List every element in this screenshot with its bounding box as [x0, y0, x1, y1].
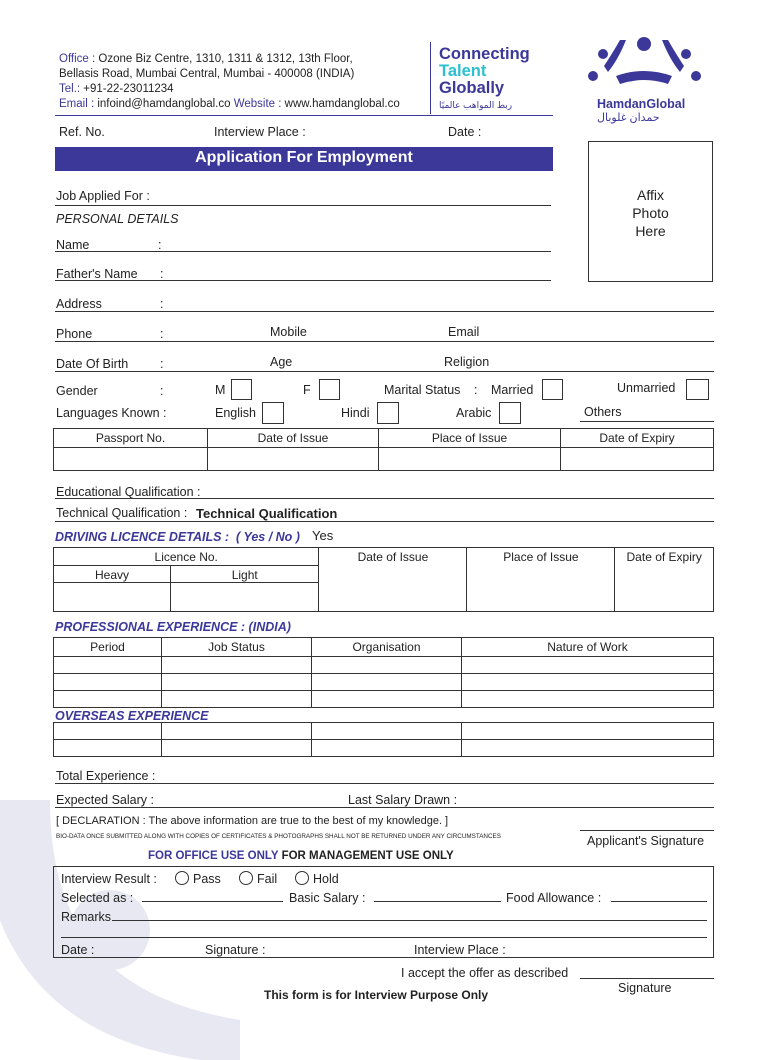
office-label: Office :: [59, 53, 96, 65]
date-label: Date :: [448, 125, 482, 139]
email-link[interactable]: infoind@hamdanglobal.co: [97, 98, 231, 110]
professional-experience-heading: PROFESSIONAL EXPERIENCE : (INDIA): [55, 620, 291, 634]
office-use-heading: FOR OFFICE USE ONLY FOR MANAGEMENT USE ONLY: [148, 850, 454, 862]
office-address: Office : Ozone Biz Centre, 1310, 1311 & 1312, 13th Floor, Bellasis Road, Mumbai Central, Mumbai - 400008 (INDIA) Tel.: +91-22-23011234 Email : infoind@hamdanglobal.co Website : www.hamdanglobal.co: [59, 53, 400, 110]
brand-arabic: حمدان غلوبال: [597, 112, 660, 124]
total-experience-label: Total Experience :: [56, 769, 156, 783]
photo-box[interactable]: Affix Photo Here: [588, 141, 713, 282]
expected-salary-label: Expected Salary :: [56, 793, 154, 807]
religion-label: Religion: [444, 355, 490, 369]
unmarried-checkbox[interactable]: [686, 379, 709, 400]
mobile-label: Mobile: [270, 325, 307, 339]
male-checkbox[interactable]: [231, 379, 252, 400]
phone-label: Phone: [56, 327, 93, 341]
header-underline: [55, 115, 553, 116]
marital-status-label: Marital Status: [384, 383, 461, 397]
food-allowance-label: Food Allowance :: [506, 891, 602, 905]
languages-label: Languages Known :: [56, 406, 167, 420]
acceptance-signature-line[interactable]: [580, 978, 714, 979]
age-label: Age: [270, 355, 293, 369]
remarks-label: Remarks: [61, 910, 112, 924]
tagline: Connecting Talent Globally ربط المواهب عالميًا: [439, 45, 530, 110]
address-line[interactable]: [55, 311, 714, 312]
ref-no-label: Ref. No.: [59, 125, 105, 139]
office-date-label: Date :: [61, 943, 95, 957]
female-checkbox[interactable]: [319, 379, 340, 400]
hamdan-global-logo-icon: [582, 32, 722, 102]
phone-line[interactable]: [55, 341, 714, 342]
footer-note: This form is for Interview Purpose Only: [264, 988, 489, 1002]
office-signature-label: Signature :: [205, 943, 266, 957]
accept-offer-text: I accept the offer as described: [401, 966, 569, 980]
brand-name: HamdanGlobal: [597, 97, 686, 111]
technical-qualification-label: Technical Qualification :: [56, 506, 188, 520]
job-applied-line[interactable]: [55, 205, 551, 206]
passport-table: Passport No. Date of Issue Place of Issue Date of Expiry: [53, 428, 714, 471]
hindi-checkbox[interactable]: [377, 402, 399, 424]
office-interview-place-label: Interview Place :: [414, 943, 506, 957]
last-salary-label: Last Salary Drawn :: [348, 793, 458, 807]
acceptance-signature-label: Signature: [618, 981, 672, 995]
fathers-name-label: Father's Name: [56, 267, 138, 281]
selected-as-label: Selected as :: [61, 891, 134, 905]
address-label: Address: [56, 297, 102, 311]
fathers-name-line[interactable]: [55, 280, 551, 281]
technical-qualification-value: Technical Qualification: [196, 506, 338, 521]
fail-radio[interactable]: Fail: [239, 871, 277, 886]
basic-salary-label: Basic Salary :: [289, 891, 366, 905]
driving-heading: DRIVING LICENCE DETAILS : ( Yes / No ): [55, 530, 300, 544]
job-applied-label: Job Applied For :: [56, 189, 150, 203]
website-link[interactable]: www.hamdanglobal.co: [284, 98, 400, 110]
dob-line[interactable]: [55, 371, 714, 372]
hold-radio[interactable]: Hold: [295, 871, 339, 886]
header-divider: [430, 42, 431, 114]
personal-details-heading: PERSONAL DETAILS: [56, 212, 179, 226]
professional-experience-table: Period Job Status Organisation Nature of Work: [53, 637, 714, 708]
interview-result-label: Interview Result :: [61, 872, 157, 886]
name-line[interactable]: [55, 251, 551, 252]
email-label: Email: [448, 325, 480, 339]
applicant-signature-label: Applicant's Signature: [587, 834, 705, 848]
married-checkbox[interactable]: [542, 379, 563, 400]
driving-answer: Yes: [312, 528, 334, 543]
educational-qualification-label: Educational Qualification :: [56, 485, 201, 499]
driving-licence-table: Licence No. Date of Issue Place of Issue Date of Expiry Heavy Light: [53, 547, 714, 612]
applicant-signature-line[interactable]: [580, 830, 714, 831]
page-title: Application For Employment: [55, 147, 553, 171]
others-line[interactable]: [580, 421, 714, 422]
overseas-experience-table: [53, 722, 714, 757]
gender-label: Gender: [56, 384, 98, 398]
biodata-note: BIO-DATA ONCE SUBMITTED ALONG WITH COPIES OF CERTIFICATES & PHOTOGRAPHS SHALL NOT BE RETURNED UNDER ANY CIRCUMSTANCES: [56, 833, 501, 840]
arabic-checkbox[interactable]: [499, 402, 521, 424]
overseas-experience-heading: OVERSEAS EXPERIENCE: [55, 709, 209, 723]
interview-place-label: Interview Place :: [214, 125, 306, 139]
english-checkbox[interactable]: [262, 402, 284, 424]
dob-label: Date Of Birth: [56, 357, 129, 371]
declaration-text: [ DECLARATION : The above information are true to the best of my knowledge. ]: [56, 815, 449, 827]
pass-radio[interactable]: Pass: [175, 871, 221, 886]
name-label: Name: [56, 238, 90, 252]
